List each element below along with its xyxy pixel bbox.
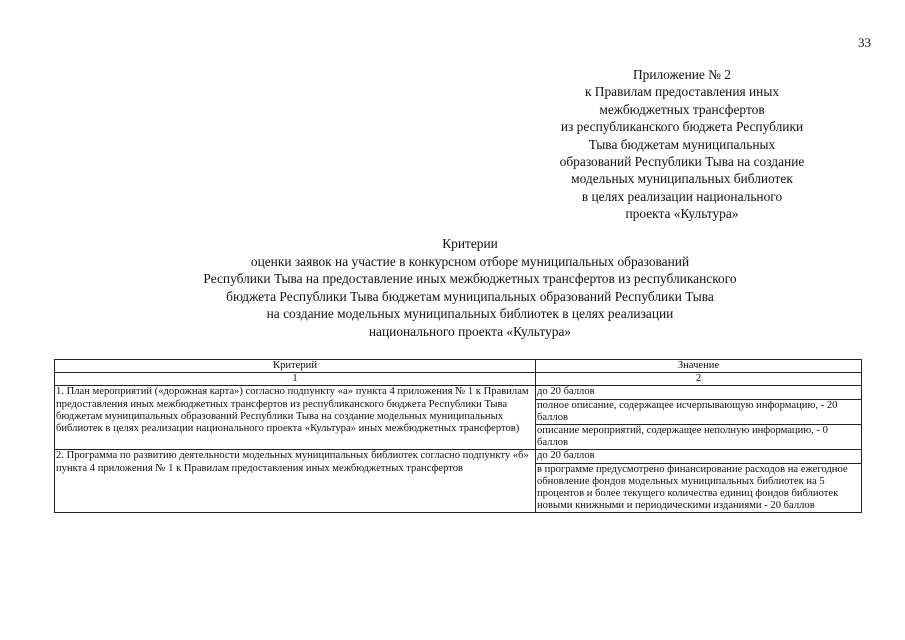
annex-line: к Правилам предоставления иных — [584, 84, 780, 100]
column-number-row — [55, 373, 862, 386]
annex-header — [512, 66, 852, 223]
document-title — [120, 235, 820, 341]
annex-line: Тыва бюджетам муниципальных — [588, 136, 776, 152]
annex-line: образований Республики Тыва на создание — [559, 154, 805, 170]
title-line: Республики Тыва на предоставление иных межбюджетных трансфертов из республиканского — [203, 271, 737, 287]
value-cell: в программе предусмотрено финансирование расходов на ежегодное обновление фондов модельных муниципальных библиотек на 5 процентов и более текущего количества единиц фондов библиотек новыми книжными и периодическими изданиями - 20 баллов — [536, 463, 862, 513]
annex-line: Приложение № 2 — [632, 67, 732, 82]
table-row — [55, 450, 862, 463]
criterion-cell: 1. План мероприятий («дорожная карта») согласно подпункту «а» пункта 4 приложения № 1 к Правилам предоставления иных межбюджетных трансфертов из республиканского бюджета Республики Тыва бюджетам муниципальных образований Республики Тыва на создание модельных муниципальных библиотек в целях реализации национального проекта «Культура» иных межбюджетных трансфертов) — [55, 386, 536, 450]
header-criterion: Критерий — [55, 360, 536, 373]
value-cell: описание мероприятий, содержащее неполную информацию, - 0 баллов — [536, 425, 862, 450]
value-cell: до 20 баллов — [536, 450, 862, 463]
title-line: национального проекта «Культура» — [368, 323, 572, 339]
annex-line: проекта «Культура» — [625, 206, 739, 222]
annex-line: модельных муниципальных библиотек — [571, 171, 793, 187]
title-line: оценки заявок на участие в конкурсном отборе муниципальных образований — [250, 253, 690, 269]
table-header-row — [55, 360, 862, 373]
column-number: 1 — [55, 373, 536, 386]
page-number: 33 — [858, 35, 871, 50]
annex-line: межбюджетных трансфертов — [599, 101, 765, 117]
annex-line: из республиканского бюджета Республики — [560, 119, 804, 135]
title-line: бюджета Республики Тыва бюджетам муниципальных образований Республики Тыва — [226, 288, 714, 304]
column-number: 2 — [536, 373, 862, 386]
annex-line: в целях реализации национального — [581, 188, 783, 204]
criterion-cell: 2. Программа по развитию деятельности модельных муниципальных библиотек согласно подпункту «б» пункта 4 приложения № 1 к Правилам предоставления иных межбюджетных трансфертов — [55, 450, 536, 513]
header-value: Значение — [536, 360, 862, 373]
value-cell: полное описание, содержащее исчерпывающую информацию, - 20 баллов — [536, 399, 862, 424]
title-heading: Критерии — [442, 236, 498, 251]
table-row — [55, 386, 862, 399]
title-line: на создание модельных муниципальных библиотек в целях реализации — [266, 306, 674, 322]
criteria-table — [54, 359, 862, 513]
value-cell: до 20 баллов — [536, 386, 862, 399]
